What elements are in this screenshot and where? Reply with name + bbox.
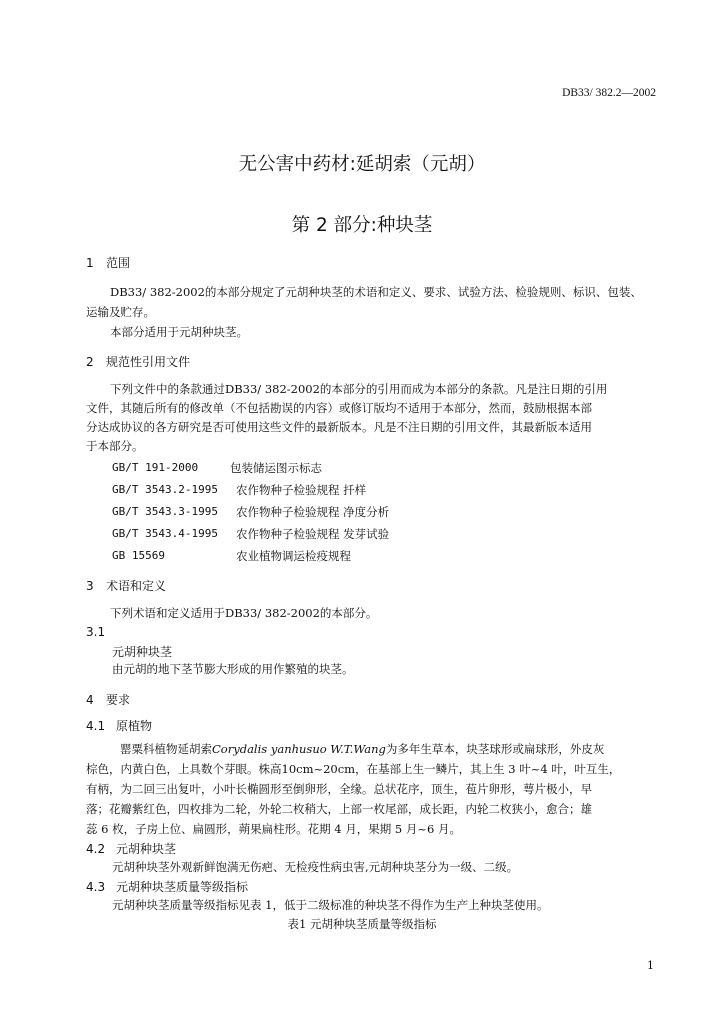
text-run: 罂粟科植物延胡索 — [120, 742, 212, 756]
table-caption: 表1 元胡种块茎质量等级指标 — [287, 917, 437, 931]
paragraph-line: 分达成协议的各方研究是否可使用这些文件的最新版本。凡是不注日期的引用文件，其最新版本适用 — [86, 420, 592, 434]
reference-name: 农作物种子检验规程 扦样 — [236, 483, 367, 497]
reference-name: 农作物种子检验规程 净度分析 — [236, 505, 390, 519]
paragraph-line: 棕色，内黄白色，上具数个芽眼。株高10cm~20cm，在基部上生一鳞片，其上生 3 叶~4 叶，叶互生， — [86, 762, 621, 776]
section-3-heading — [86, 577, 166, 594]
paragraph-line: 文件，其随后所有的修改单（不包括勘误的内容）或修订版均不适用于本部分，然而，鼓励根据本部 — [86, 401, 592, 415]
subsection-number: 4.1 — [86, 719, 106, 733]
paragraph-line: 元胡种块茎质量等级指标见表 1，低于二级标准的种块茎不得作为生产上种块茎使用。 — [112, 898, 549, 912]
term-definition: 由元胡的地下茎节膨大形成的用作繁殖的块茎。 — [112, 662, 354, 676]
reference-code: GB/T 3543.4-1995 — [112, 527, 218, 540]
reference-code: GB/T 3543.2-1995 — [112, 483, 218, 496]
paragraph-line: 下列文件中的条款通过DB33/ 382-2002的本部分的引用而成为本部分的条款。凡是注日期的引用 — [110, 382, 608, 396]
paragraph-line: 有柄，为二回三出复叶，小叶长椭圆形至倒卵形，全缘。总状花序，顶生，苞片卵形，萼片极小，早 — [86, 782, 592, 796]
paragraph-line: 于本部分。 — [86, 439, 144, 453]
part-title: 第 2 部分:种块茎 — [291, 215, 433, 236]
section-title: 要求 — [106, 693, 131, 707]
reference-code: GB 15569 — [112, 549, 165, 562]
subsection-number: 4.2 — [86, 842, 106, 856]
text-run: 为多年生草本，块茎球形或扁球形，外皮灰 — [385, 742, 605, 756]
subsection-title: 元胡种块茎 — [116, 842, 177, 856]
subsection-title: 元胡种块茎质量等级指标 — [116, 880, 249, 894]
section-number: 4 — [86, 693, 94, 707]
reference-name: 包装储运图示标志 — [230, 461, 322, 475]
subsection-4-3-heading — [86, 878, 248, 895]
section-number: 3 — [86, 579, 94, 593]
page-number: 1 — [647, 959, 654, 972]
latin-name: Corydalis yanhusuo W.T.Wang — [212, 742, 386, 756]
reference-name: 农业植物调运检疫规程 — [236, 549, 351, 563]
section-title: 术语和定义 — [106, 579, 167, 593]
section-number: 2 — [86, 355, 94, 369]
subsection-4-1-heading — [86, 717, 152, 734]
term-name: 元胡种块茎 — [112, 645, 173, 659]
paragraph-line: 蕊 6 枚，子房上位、扁圆形，蒴果扁柱形。花期 4 月，果期 5 月~6 月。 — [86, 822, 461, 836]
paragraph-line: 下列术语和定义适用于DB33/ 382-2002的本部分。 — [110, 606, 378, 620]
paragraph-line: DB33/ 382-2002的本部分规定了元胡种块茎的术语和定义、要求、试验方法、检验规则、标识、包装、 — [110, 285, 642, 299]
section-number: 1 — [86, 256, 94, 270]
subsection-number: 4.3 — [86, 880, 106, 894]
section-title: 范围 — [106, 256, 131, 270]
section-2-heading — [86, 353, 190, 370]
paragraph-line: 本部分适用于元胡种块茎。 — [110, 325, 248, 339]
section-title: 规范性引用文件 — [106, 355, 191, 369]
document-title: 无公害中药材:延胡索（元胡） — [238, 154, 486, 175]
paragraph-line — [120, 741, 604, 757]
subsection-title: 原植物 — [116, 719, 153, 733]
paragraph-line: 元胡种块茎外观新鲜饱满无伤疤、无检疫性病虫害,元胡种块茎分为一级、二级。 — [112, 860, 519, 874]
reference-name: 农作物种子检验规程 发芽试验 — [236, 527, 390, 541]
reference-code: GB/T 3543.3-1995 — [112, 505, 218, 518]
paragraph-line: 落；花瓣紫红色，四枚排为二轮，外轮二枚稍大，上部一枚尾部，成长距，内轮二枚狭小，愈合；雄 — [86, 802, 592, 816]
section-4-heading — [86, 691, 130, 708]
section-1-heading — [86, 254, 130, 271]
subsection-4-2-heading — [86, 840, 176, 857]
paragraph-line: 运输及贮存。 — [86, 305, 155, 319]
standard-code: DB33/ 382.2—2002 — [562, 87, 656, 99]
subsection-number: 3.1 — [86, 625, 106, 639]
reference-code: GB/T 191-2000 — [112, 461, 199, 474]
